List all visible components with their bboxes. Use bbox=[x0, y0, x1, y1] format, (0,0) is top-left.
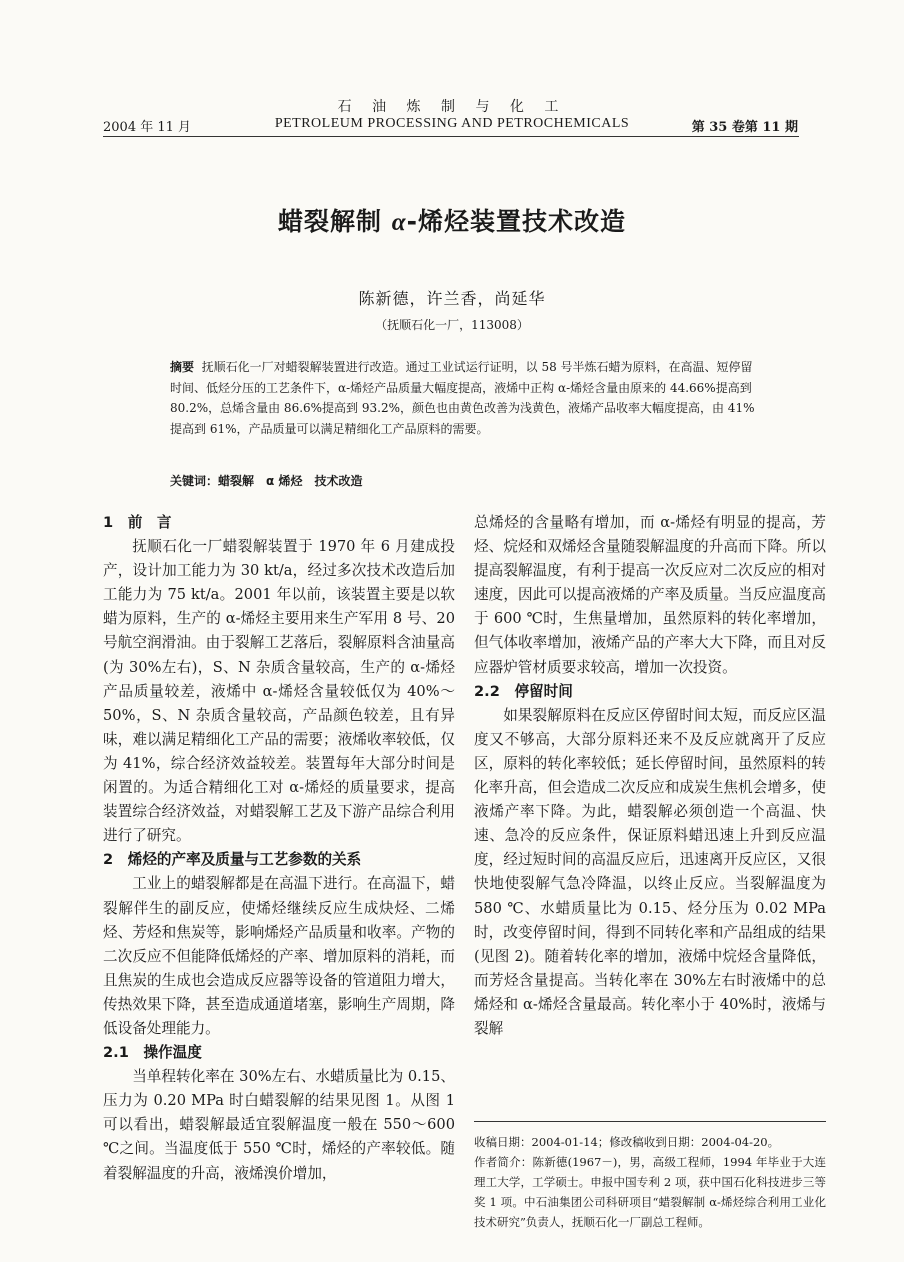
author-bio: 作者简介：陈新德(1967－)，男，高级工程师，1994 年毕业于大连理工大学，工学硕士。申报中国专利 2 项，获中国石化科技进步三等奖 1 项。中石油集团公司科研项目“蜡裂解制 α-烯烃综合利用工业化技术研究”负责人，抚顺石化一厂副总工程师。 bbox=[474, 1155, 826, 1229]
paragraph: 抚顺石化一厂蜡裂解装置于 1970 年 6 月建成投产，设计加工能力为 30 kt/a，经过多次技术改造后加工能力为 75 kt/a。2001 年以前，该装置主要是以软蜡为原料，生产的 α-烯烃主要用来生产军用 8 号、20 号航空润滑油。由于裂解工艺落后，裂解原料含油量高(为 30%左右)，S、N 杂质含量较高，生产的 α-烯烃产品质量较差，液烯中 α-烯烃含量较低仅为 40%～50%，S、N 杂质含量较高，产品颜色较差，且有异味，难以满足精细化工产品的需要；液烯收率较低，仅为 41%，综合经济效益较差。装置每年大部分时间是闲置的。为适合精细化工对 α-烯烃的质量要求，提高装置综合经济效益，对蜡裂解工艺及下游产品综合利用进行了研究。 bbox=[103, 538, 455, 845]
abstract-label: 摘要 bbox=[170, 360, 195, 374]
section-heading-intro: 1 前 言 bbox=[103, 514, 172, 531]
subsection-heading-2-1: 2.1 操作温度 bbox=[103, 1044, 202, 1062]
keywords-items: 蜡裂解 α 烯烃 技术改造 bbox=[218, 474, 363, 488]
right-column bbox=[474, 511, 826, 1041]
received-date: 收稿日期：2004-01-14；修改稿收到日期：2004-04-20。 bbox=[474, 1135, 780, 1149]
abstract-text: 抚顺石化一厂对蜡裂解装置进行改造。通过工业试运行证明，以 58 号半炼石蜡为原料，在高温、短停留时间、低烃分压的工艺条件下，α-烯烃产品质量大幅度提高，液烯中正构 α-烯烃含量由原来的 44.66%提高到 80.2%，总烯含量由 86.6%提高到 93.2%，颜色也由黄色改善为浅黄色，液烯产品收率大幅度提高，由 41%提高到 61%，产品质量可以满足精细化工产品原料的需要。 bbox=[170, 360, 755, 436]
section-heading-2: 2 烯烃的产率及质量与工艺参数的关系 bbox=[103, 851, 362, 869]
keywords bbox=[170, 472, 362, 489]
article-title: 蜡裂解制 α-烯烃装置技术改造 bbox=[278, 207, 626, 236]
paragraph: 工业上的蜡裂解都是在高温下进行。在高温下，蜡裂解伴生的副反应，使烯烃继续反应生成炔烃、二烯烃、芳烃和焦炭等，影响烯烃产品质量和收率。产物的二次反应不但能降低烯烃的产率、增加原料的消耗，而且焦炭的生成也会造成反应器等设备的管道阻力增大，传热效果下降，甚至造成通道堵塞，影响生产周期，降低设备处理能力。 bbox=[103, 875, 455, 1037]
journal-title-en: PETROLEUM PROCESSING AND PETROCHEMICALS bbox=[274, 116, 630, 131]
left-column bbox=[103, 511, 455, 1186]
paragraph: 当单程转化率在 30%左右、水蜡质量比为 0.15、压力为 0.20 MPa 时白蜡裂解的结果见图 1。从图 1 可以看出，蜡裂解最适宜裂解温度一般在 550～600 ℃之间。当温度低于 550 ℃时，烯烃的产率较低。随着裂解温度的升高，液烯溴价增加， bbox=[103, 1068, 455, 1182]
affiliation: （抚顺石化一厂，113008） bbox=[375, 318, 529, 332]
paragraph: 如果裂解原料在反应区停留时间太短，而反应区温度又不够高，大部分原料还来不及反应就离开了反应区，原料的转化率较低；延长停留时间，虽然原料的转化率升高，但会造成二次反应和成炭生焦机会增多，使液烯产率下降。为此，蜡裂解必须创造一个高温、快速、急冷的反应条件，保证原料蜡迅速上升到反应温度，经过短时间的高温反应后，迅速离开反应区，又很快地使裂解气急冷降温，以终止反应。当裂解温度为 580 ℃、水蜡质量比为 0.15、烃分压为 0.02 MPa 时，改变停留时间，得到不同转化率和产品组成的结果(见图 2)。随着转化率的增加，液烯中烷烃含量降低，而芳烃含量提高。当转化率在 30%左右时液烯中的总烯烃和 α-烯烃含量最高。转化率小于 40%时，液烯与裂解 bbox=[474, 706, 826, 1037]
subsection-heading-2-2: 2.2 停留时间 bbox=[474, 682, 573, 700]
issue-date: 2004 年 11 月 bbox=[103, 120, 192, 135]
volume-issue: 第 35 卷第 11 期 bbox=[691, 120, 798, 135]
footnote-rule bbox=[474, 1121, 826, 1122]
authors: 陈新德，许兰香，尚延华 bbox=[358, 289, 546, 308]
footnote bbox=[474, 1132, 826, 1232]
keywords-label: 关键词： bbox=[170, 474, 219, 488]
journal-title-cn: 石 油 炼 制 与 化 工 bbox=[337, 99, 567, 115]
paragraph: 总烯烃的含量略有增加，而 α-烯烃有明显的提高，芳烃、烷烃和双烯烃含量随裂解温度的升高而下降。所以提高裂解温度，有利于提高一次反应对二次反应的相对速度，因此可以提高液烯的产率及质量。当反应温度高于 600 ℃时，生焦量增加，虽然原料的转化率增加，但气体收率增加，液烯产品的产率大大下降，而且对反应器炉管材质要求较高，增加一次投资。 bbox=[474, 514, 826, 676]
header-rule bbox=[103, 136, 799, 137]
abstract bbox=[170, 357, 756, 439]
